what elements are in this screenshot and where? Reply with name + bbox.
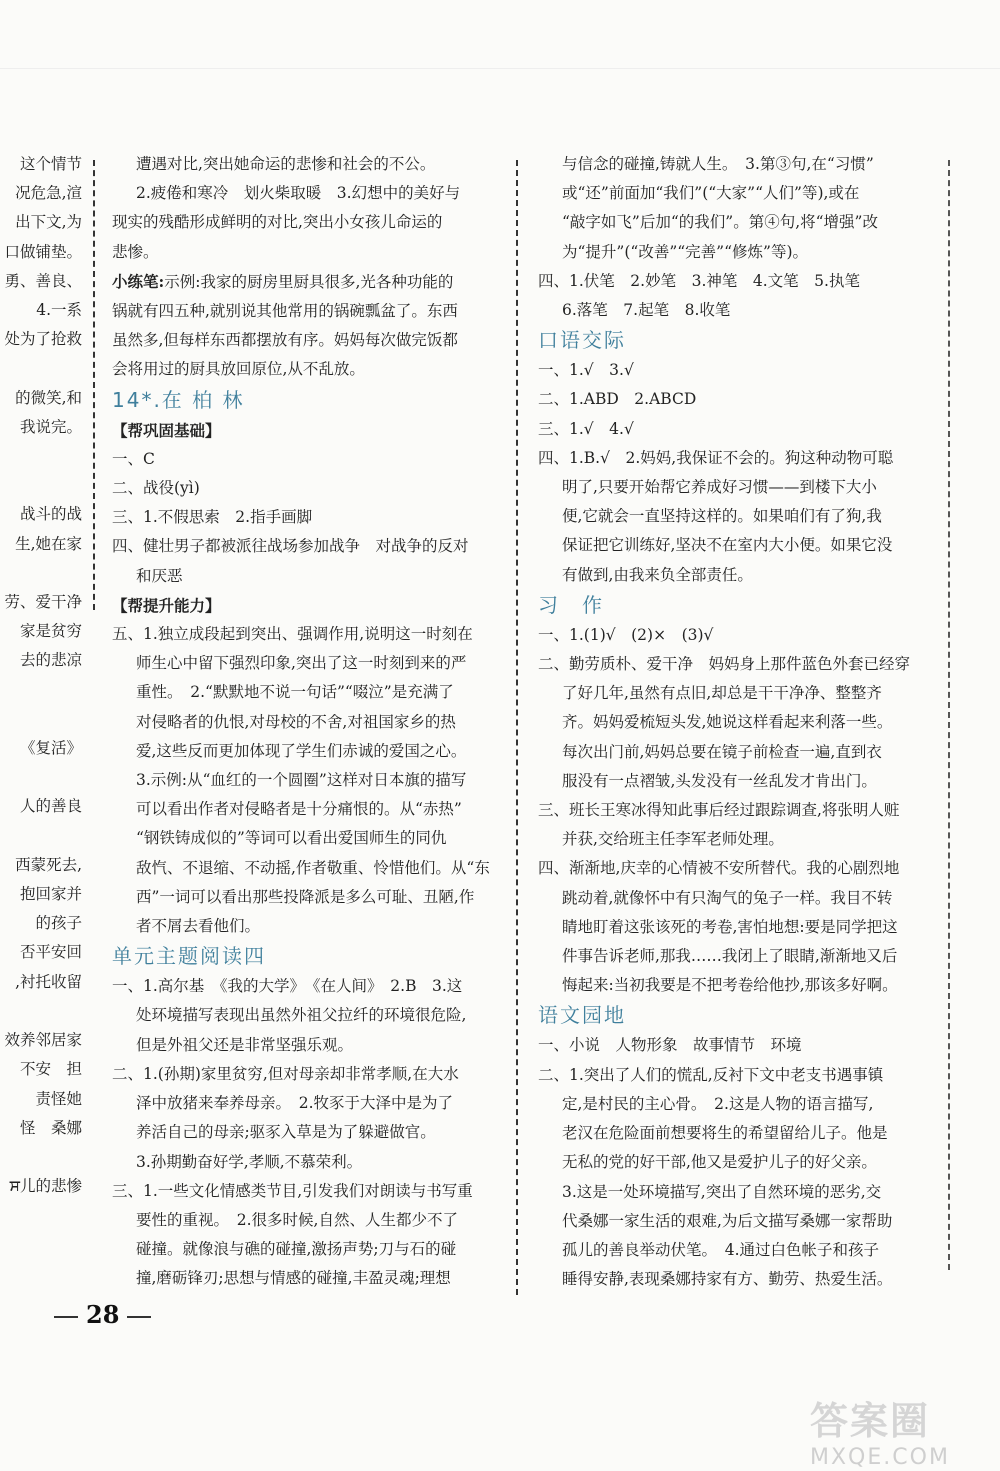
answer-line: 遭遇对比,突出她命运的悲惨和社会的不公。 (136, 155, 436, 173)
answer-line: 西”一词可以看出那些投降派是多么可耻、丑陋,作 (136, 887, 475, 906)
answer-line: 并获,交给班主任李军老师处理。 (562, 830, 784, 849)
right-column (538, 150, 938, 1294)
section-heading: 14*.在 柏 林 (112, 387, 245, 412)
answer-line: 五、1.独立成段起到突出、强调作用,说明这一时刻在 (112, 625, 473, 644)
answer-line: 人的善良 (19, 797, 82, 816)
answer-line: 现实的残酷形成鲜明的对比,突出小女孩儿命运的 (112, 213, 443, 232)
answer-line: 或“还”前面加“我们”(“大家”“人们”等),或在 (562, 184, 860, 203)
watermark-url: MXQE.COM (810, 1445, 950, 1470)
answer-line: 无私的党的好干部,他又是爱护儿子的好父亲。 (562, 1153, 877, 1172)
section-heading: 单元主题阅读四 (112, 944, 266, 969)
answer-line: 【帮巩固基础】 (112, 420, 221, 440)
answer-line: 锅就有四五种,就别说其他常用的锅碗瓢盆了。东西 (112, 302, 458, 321)
answer-line: 四、1.B.√ 2.妈妈,我保证不会的。狗这种动物可聪 (538, 448, 894, 467)
answer-line: 会将用过的厨具放回原位,从不乱放。 (112, 360, 365, 379)
answer-line: 保证把它训练好,坚决不在室内大小便。如果它没 (562, 536, 893, 555)
answer-line: 重性。 2.“默默地不说一句话”“啜泣”是充满了 (136, 683, 454, 702)
answer-line: 2.疲倦和寒冷 划火柴取暖 3.幻想中的美好与 (136, 184, 461, 203)
middle-column (112, 150, 507, 1294)
answer-line: 我说完。 (19, 417, 82, 436)
answer-line: 三、1.不假思索 2.指手画脚 (112, 508, 313, 527)
answer-line: 效养邻居家 (4, 1031, 82, 1050)
answer-line: 代桑娜一家生活的艰难,为后文描写桑娜一家帮助 (562, 1211, 893, 1230)
answer-line: 劳、爱干净 (4, 593, 82, 612)
answer-line: “钢铁铸成似的”等词可以看出爱国师生的同仇 (136, 829, 447, 848)
answer-line: 睡得安静,表现桑娜持家有方、勤劳、热爱生活。 (562, 1270, 893, 1289)
section-heading: 习 作 (538, 592, 604, 617)
answer-line (0, 354, 88, 383)
answer-line: 3.示例:从“血红的一个圆圈”这样对日本旗的描写 (136, 771, 467, 790)
answer-line (112, 267, 507, 297)
answer-line: 齐。妈妈爱梳短头发,她说这样看起来利落一些。 (562, 713, 893, 732)
answer-line: 跳动着,就像怀中有只淘气的兔子一样。我目不转 (562, 888, 893, 907)
top-band (0, 68, 1000, 69)
answer-line: 和厌恶 (136, 566, 183, 585)
answer-line: 的微笑,和 (15, 388, 82, 407)
answer-line: 件事告诉老师,那我……我闭上了眼睛,渐渐地又后 (562, 947, 898, 966)
answer-line: 老汉在危险面前想要将生的希望留给儿子。他是 (562, 1124, 888, 1143)
answer-line: 者不屑去看他们。 (136, 917, 261, 936)
page-number (46, 1300, 159, 1329)
answer-line: 责怪她 (35, 1089, 82, 1108)
answer-line: 二、1.(孙期)家里贫穷,但对母亲却非常孝顺,在大水 (112, 1064, 459, 1083)
answer-line (0, 442, 88, 471)
answer-line: 抱回家并 (19, 885, 82, 904)
answer-line: 师生心中留下强烈印象,突出了这一时刻到来的严 (136, 654, 467, 673)
answer-line: ,衬托收留 (15, 972, 82, 991)
answer-line: 况危急,渲 (15, 184, 82, 203)
answer-line: 定,是村民的主心骨。 2.这是人物的语言描写, (562, 1094, 874, 1113)
answer-line: 孤儿的善良举动伏笔。 4.通过白色帐子和孩子 (562, 1240, 880, 1259)
binding-margin-line (948, 160, 950, 1270)
answer-line: 二、1.突出了人们的慌乱,反衬下文中老支书遇事镇 (538, 1065, 884, 1084)
section-heading: 语文园地 (538, 1003, 626, 1028)
answer-line: 每次出门前,妈妈总要在镜子前检查一遍,直到衣 (562, 742, 882, 761)
column-divider-left (93, 160, 95, 610)
answer-line: “敲字如飞”后加“的我们”。第④句,将“增强”改 (562, 213, 878, 232)
answer-line: 4.一系 (36, 301, 82, 320)
answer-line: 西蒙死去, (15, 855, 82, 874)
answer-line: 碰撞。就像浪与礁的碰撞,激扬声势;刀与石的碰 (136, 1240, 457, 1259)
watermark (810, 1390, 980, 1470)
answer-line: 三、1.一些文化情感类节目,引发我们对朗读与书写重 (112, 1181, 473, 1200)
answer-line (0, 1143, 88, 1172)
answer-line: 爱,这些反而更加体现了学生们赤诚的爱国之心。 (136, 741, 467, 760)
answer-line: 战斗的战 (19, 505, 82, 524)
answer-line: 三、班长王寒冰得知此事后经过跟踪调查,将张明人赃 (538, 801, 900, 820)
answer-line: 睛地盯着这张该死的考卷,害怕地想:要是同学把这 (562, 917, 898, 936)
page-number-dash-right (127, 1316, 151, 1318)
answer-line: 3.这是一处环境描写,突出了自然环境的恶劣,交 (562, 1182, 882, 1201)
answer-line: 处环境描写表现出虽然外祖父拉纤的环境很危险, (136, 1006, 467, 1025)
answer-line (0, 997, 88, 1026)
answer-line: 处为了抢救 (4, 330, 82, 349)
answer-line: 二、战役(yì) (112, 479, 200, 498)
column-divider-middle (516, 160, 518, 1295)
answer-line: 生,她在家 (15, 534, 82, 553)
answer-line (0, 763, 88, 792)
answer-line: 敌忾、不退缩、不动摇,作者敬重、怜惜他们。从“东 (136, 858, 490, 877)
page-number-text: 28 (86, 1300, 120, 1329)
answer-line: 要性的重视。 2.很多时候,自然、人生都少不了 (136, 1210, 458, 1229)
answer-line: 四、健壮男子都被派往战场参加战争 对战争的反对 (112, 537, 469, 556)
section-heading: 口语交际 (538, 328, 626, 353)
answer-line: 撞,磨砺锋刃;思想与情感的碰撞,丰盈灵魂;理想 (136, 1269, 451, 1288)
answer-line: 对侵略者的仇恨,对母校的不舍,对祖国家乡的热 (136, 712, 456, 731)
answer-line: 可以看出作者对侵略者是十分痛恨的。从“赤热” (136, 800, 462, 819)
left-column-fragment (0, 150, 88, 1201)
answer-line: 有做到,由我来负全部责任。 (562, 565, 753, 584)
answer-line (0, 676, 88, 705)
answer-line: 与信念的碰撞,铸就人生。 3.第③句,在“习惯” (562, 155, 874, 173)
answer-line: 四、1.伏笔 2.妙笔 3.神笔 4.文笔 5.执笔 (538, 271, 860, 290)
answer-line: 口做铺垫。 (4, 242, 82, 261)
exercise-text: 示例:我家的厨房里厨具很多,光各种功能的 (164, 272, 454, 291)
answer-line: 一、1.(1)√ (2)× (3)√ (538, 625, 714, 644)
answer-line: 便,它就会一直坚持这样的。如果咱们有了狗,我 (562, 507, 882, 526)
answer-line: 一、小说 人物形象 故事情节 环境 (538, 1036, 802, 1055)
answer-line: 怪 桑娜 (19, 1118, 82, 1137)
answer-line: 一、1.√ 3.√ (538, 361, 634, 380)
answer-line (0, 559, 88, 588)
answer-line: 《复活》 (19, 739, 82, 758)
answer-line: 否平安回 (19, 943, 82, 962)
answer-line: 的孩子 (35, 914, 82, 933)
answer-line: 了好几年,虽然有点旧,却总是干干净净、整整齐 (562, 684, 882, 703)
answer-line: 勇、善良、 (4, 271, 82, 290)
answer-line: 悔起来:当初我要是不把考卷给他抄,那该多好啊。 (562, 976, 898, 995)
page-number-dash-left (54, 1316, 78, 1318)
answer-line (0, 705, 88, 734)
answer-line: 家是贫穷 (19, 622, 82, 641)
answer-line: 服没有一点褶皱,头发没有一丝乱发才肯出门。 (562, 771, 877, 790)
answer-line: 6.落笔 7.起笔 8.收笔 (562, 301, 731, 320)
answer-line: 悲惨。 (112, 242, 159, 261)
answer-line: 为“提升”(“改善”“完善”“修炼”等)。 (562, 242, 808, 261)
answer-line: 不安 担 (19, 1060, 82, 1079)
answer-line: 泽中放猪来奉养母亲。 2.牧豕于大泽中是为了 (136, 1094, 454, 1113)
answer-line: 养活自己的母亲;驱豕入草是为了躲避做官。 (136, 1123, 436, 1142)
answer-line: 虽然多,但每样东西都摆放有序。妈妈每次做完饭都 (112, 331, 458, 350)
answer-line (0, 822, 88, 851)
answer-line: 四、渐渐地,庆幸的心情被不安所替代。我的心剧烈地 (538, 859, 900, 878)
answer-line: 明了,只要开始帮它养成好习惯——到楼下大小 (562, 478, 877, 497)
answer-line: 但是外祖父还是非常坚强乐观。 (136, 1035, 354, 1054)
answer-line: ਸ儿的悲惨 (9, 1177, 82, 1196)
answer-line: 去的悲凉 (19, 651, 82, 670)
answer-line: 一、1.高尔基 《我的大学》 《在人间》 2.B 3.这 (112, 977, 463, 996)
answer-line: 二、1.ABD 2.ABCD (538, 390, 697, 409)
answer-line: 3.孙期勤奋好学,孝顺,不慕荣利。 (136, 1152, 363, 1171)
answer-line: 二、勤劳质朴、爱干净 妈妈身上那件蓝色外套已经穿 (538, 655, 911, 674)
answer-line (0, 471, 88, 500)
answer-line: 这个情节 (19, 155, 82, 173)
answer-line: 出下文,为 (15, 213, 82, 232)
answer-line: 三、1.√ 4.√ (538, 419, 634, 438)
exercise-label: 小练笔: (112, 271, 165, 291)
watermark-logo-text: 答案圈 (810, 1399, 931, 1443)
answer-line: 一、C (112, 449, 155, 468)
answer-line: 【帮提升能力】 (112, 595, 221, 615)
